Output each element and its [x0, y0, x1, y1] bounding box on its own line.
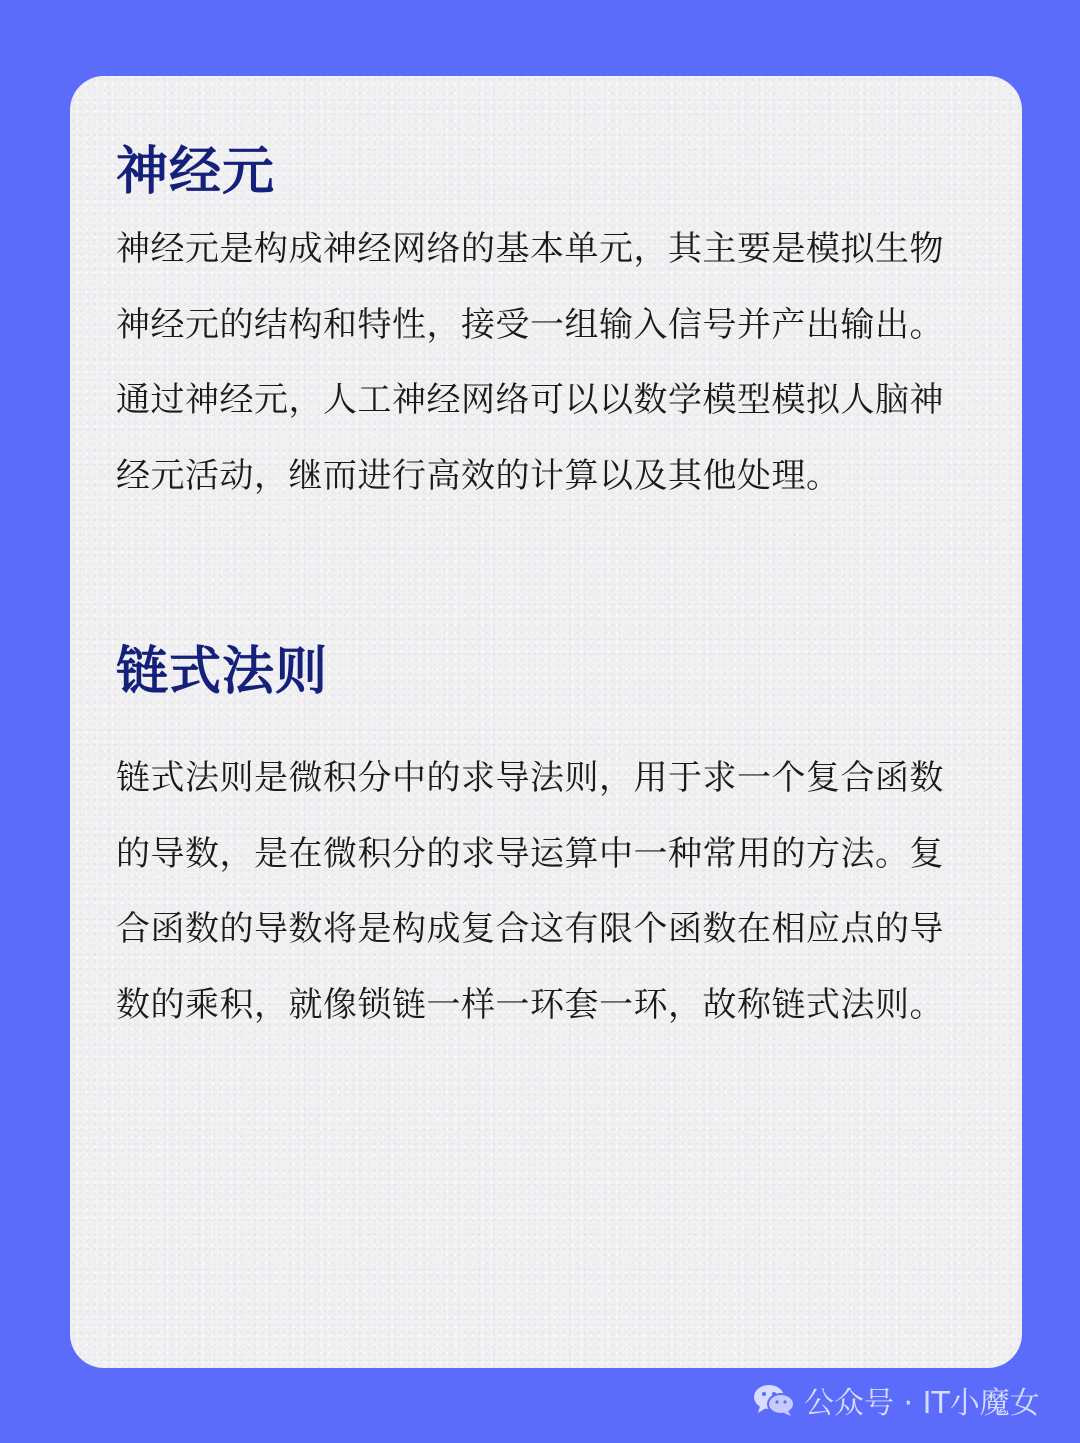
watermark: [752, 1380, 1040, 1420]
watermark-text: 公众号 · IT小魔女: [804, 1386, 1040, 1421]
section-title-chain-rule: 链式法则: [116, 642, 329, 702]
wechat-icon: [752, 1382, 796, 1418]
section-title-neuron: 神经元: [116, 142, 276, 202]
section-body-chain-rule: 链式法则是微积分中的求导法则，用于求一个复合函数的导数，是在微积分的求导运算中一种常用的方法。复合函数的导数将是构成复合这有限个函数在相应点的导数的乘积，就像锁链一样一环套一环，故称链式法则。: [116, 758, 944, 1025]
section-body-neuron: 神经元是构成神经网络的基本单元，其主要是模拟生物神经元的结构和特性，接受一组输入信号并产出输出。通过神经元，人工神经网络可以以数学模型模拟人脑神经元活动，继而进行高效的计算以及其他处理。: [116, 229, 944, 496]
content-card: [70, 76, 1022, 1368]
